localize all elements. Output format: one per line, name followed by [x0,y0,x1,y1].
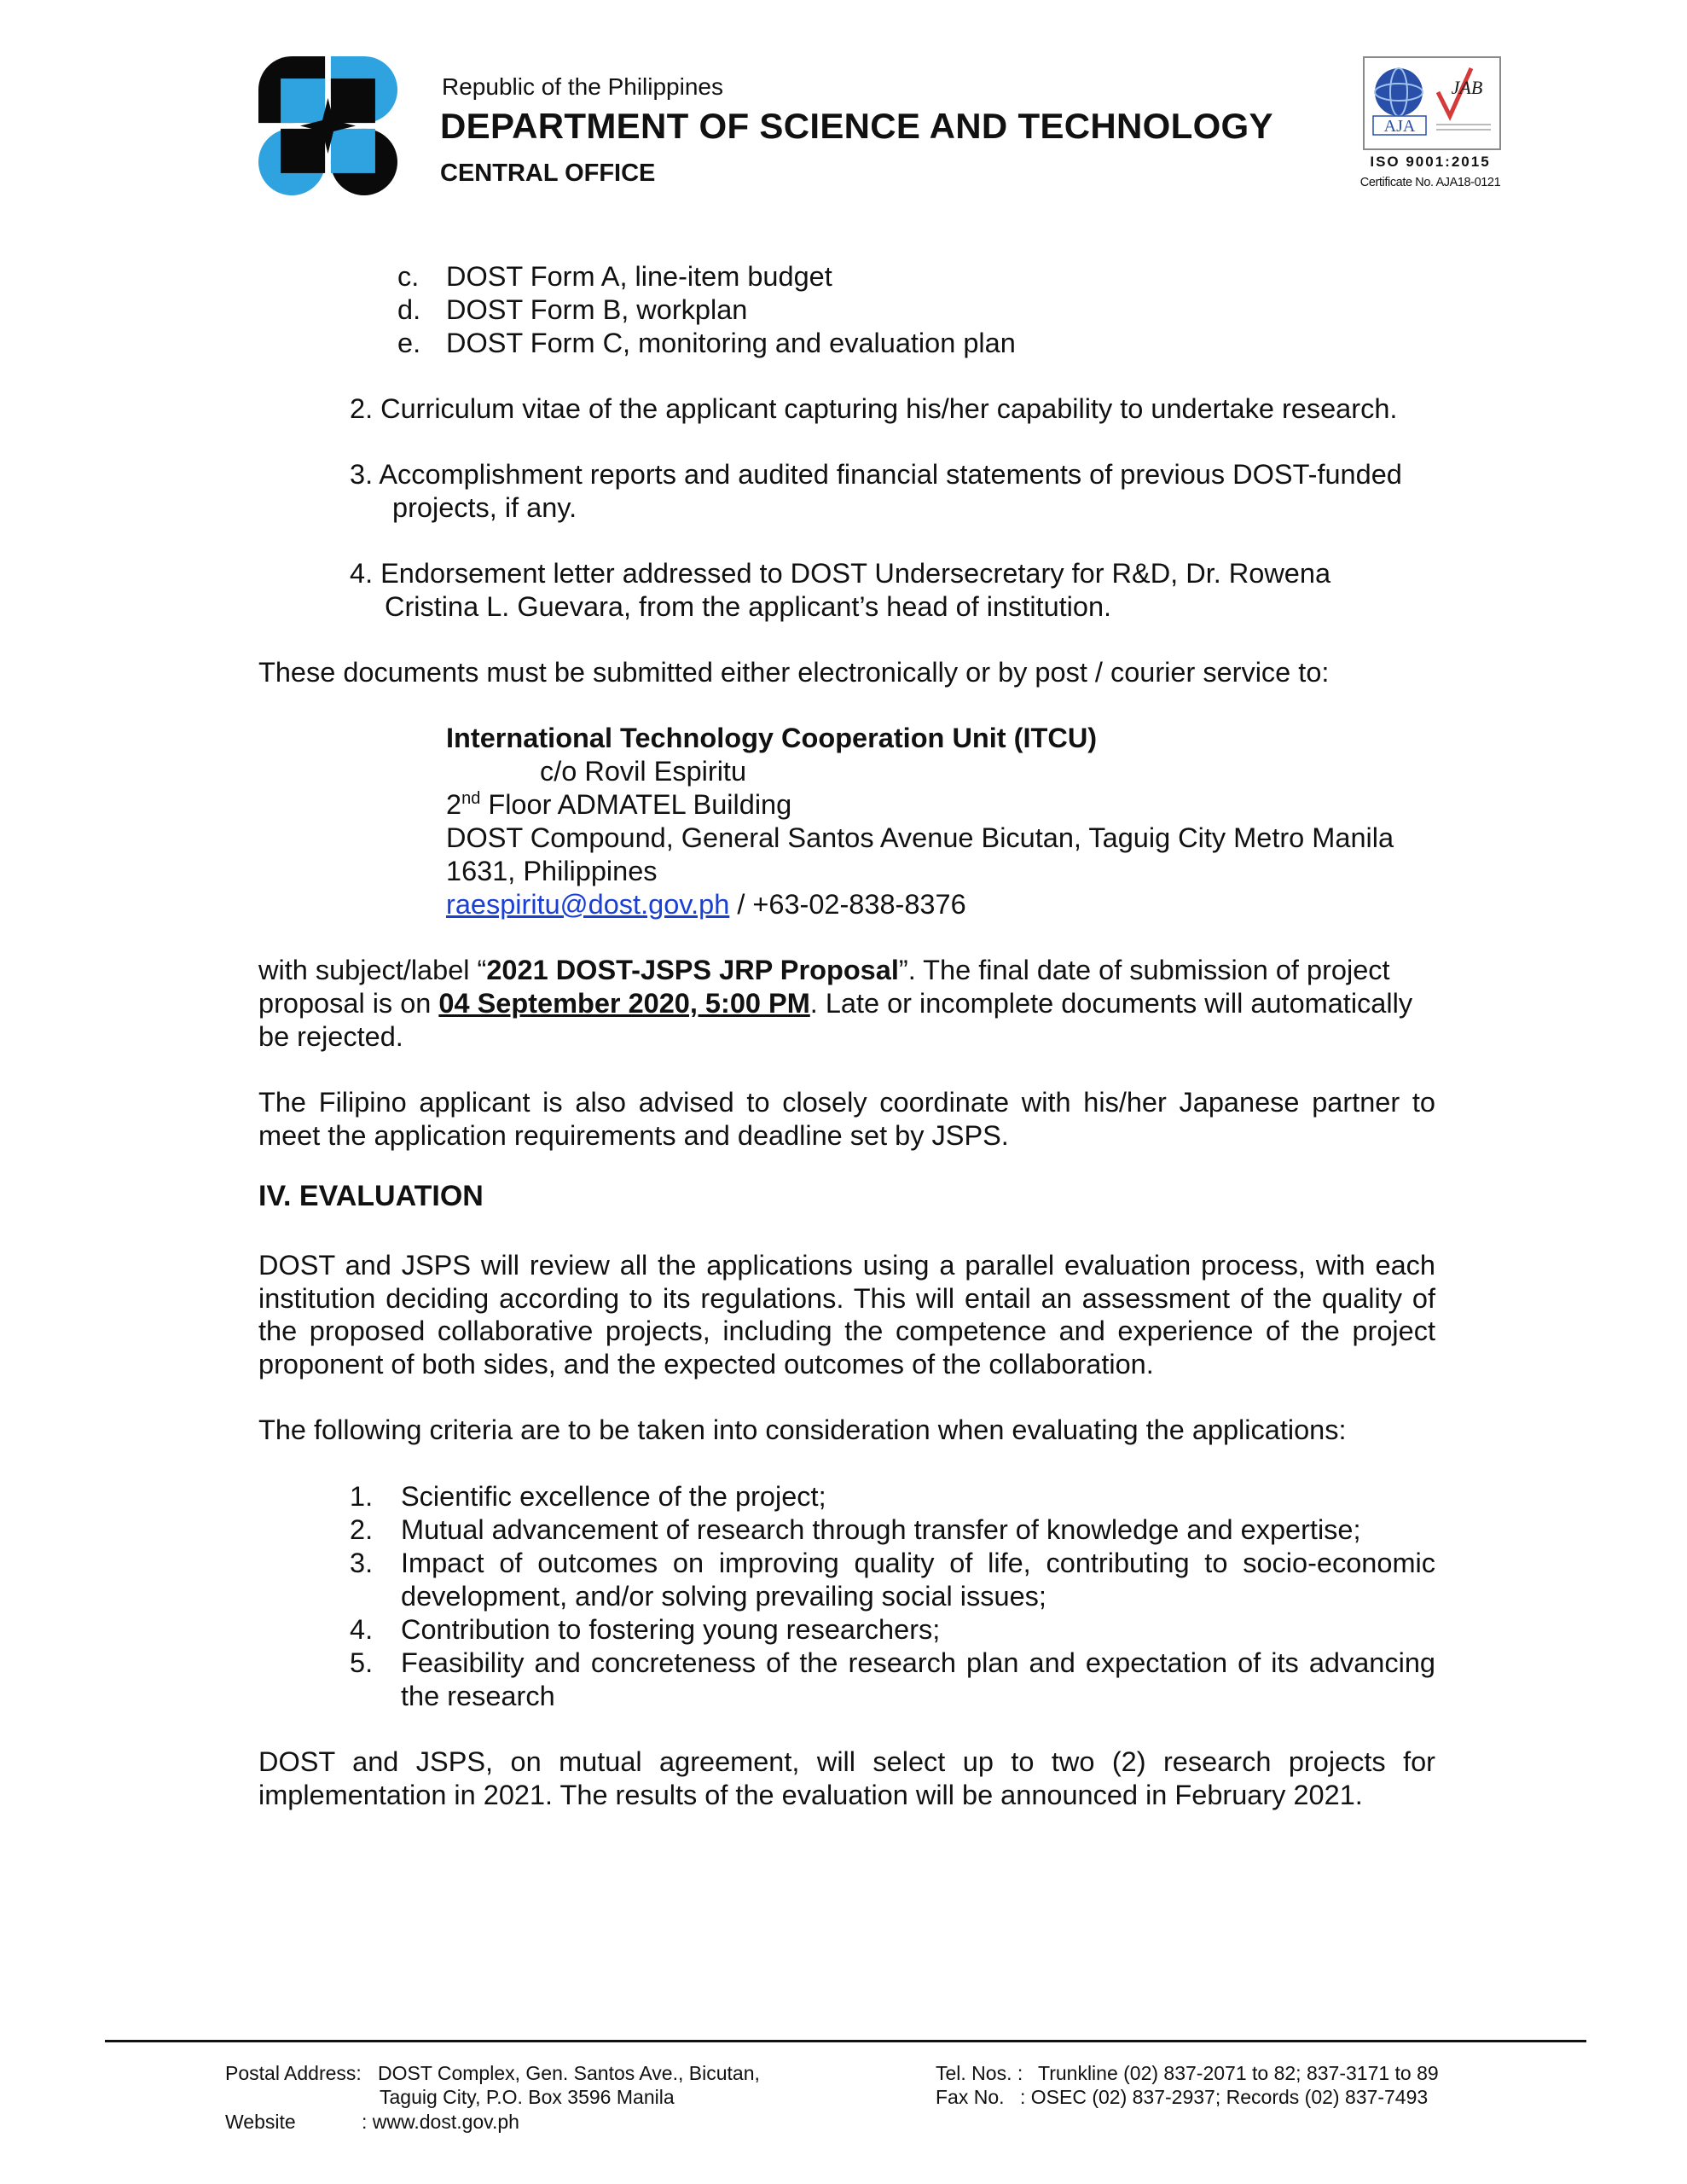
footer-fax: : OSEC (02) 837-2937; Records (02) 837-7493 [1020,2086,1429,2108]
evaluation-paragraph: DOST and JSPS will review all the applications using a parallel evaluation process, with each institution deciding according to its regulations. This will entail an assessment of the quality of the proposed collaborative projects, including the competence and experience of the project proponent of both sides, and the expected outcomes of the collaboration. [258,1250,1435,1380]
footer-tel: Trunkline (02) 837-2071 to 82; 837-3171 to 89 [1038,2062,1439,2084]
subject-line-2 [258,987,1412,1020]
criteria-number: 5. [350,1647,374,1678]
floor-suffix: nd [461,789,481,809]
jab-mark: JAB [1451,77,1483,98]
footer-postal-line-2: Taguig City, P.O. Box 3596 Manila [380,2086,675,2108]
address-care-of: c/o Rovil Espiritu [540,756,747,787]
list-marker: d. [397,294,421,325]
floor-building: Floor ADMATEL Building [480,789,792,820]
certification-badge [1363,56,1501,150]
iso-certification-icon [1365,58,1499,148]
list-item [397,260,419,293]
subject-prefix: with subject/label “ [258,955,487,985]
republic-text: Republic of the Philippines [442,73,723,100]
address-compound: DOST Compound, General Santos Avenue Bicutan, Taguig City Metro Manila [446,822,1394,853]
footer-website-label: Website [225,2111,296,2133]
address-unit: International Technology Cooperation Unit (ITCU) [446,723,1098,753]
criteria-text: Contribution to fostering young researchers; [401,1614,941,1645]
criteria-number: 3. [350,1548,374,1578]
criteria-text: Feasibility and concreteness of the research plan and expectation of its advancing the research [401,1647,1435,1711]
aja-mark: AJA [1383,117,1416,136]
subject-label: 2021 DOST-JSPS JRP Proposal [486,955,899,985]
dost-logo [258,56,397,195]
list-marker: e. [397,328,421,358]
email-link[interactable]: raespiritu@dost.gov.ph [446,889,730,920]
requirement-cv: 2. Curriculum vitae of the applicant capturing his/her capability to undertake research. [350,393,1398,424]
subject-suffix: ”. The final date of submission of project [898,955,1390,985]
submission-intro: These documents must be submitted either electronically or by post / courier service to: [258,657,1330,688]
footer-fax-label: Fax No. [936,2086,1005,2108]
requirement-reports-cont: projects, if any. [392,492,577,523]
list-item-text: DOST Form A, line-item budget [446,261,832,292]
criteria-number: 1. [350,1481,374,1512]
criteria-intro: The following criteria are to be taken into consideration when evaluating the applications: [258,1414,1347,1445]
list-item [397,293,420,327]
deadline-date: 04 September 2020, 5:00 PM [438,988,810,1019]
criteria-text: Impact of outcomes on improving quality of life, contributing to socio-economic development, and/or solving prevailing social issues; [401,1548,1435,1612]
deadline-prefix: proposal is on [258,988,439,1019]
filipino-applicant-paragraph: The Filipino applicant is also advised to closely coordinate with his/her Japanese partner to meet the application requirements and deadline set by JSPS. [258,1087,1435,1151]
footer-tel-label: Tel. Nos. : [936,2062,1023,2084]
list-item-text: DOST Form B, workplan [446,294,748,325]
subject-line-3: be rejected. [258,1021,403,1052]
footer-website: : www.dost.gov.ph [362,2111,519,2133]
address-contact [446,888,966,921]
requirement-endorsement-cont: Cristina L. Guevara, from the applicant’s head of institution. [385,591,1112,622]
floor-number: 2 [446,789,462,820]
subject-line-1 [258,954,1390,987]
final-paragraph: DOST and JSPS, on mutual agreement, will select up to two (2) research projects for implementation in 2021. The results of the evaluation will be announced in February 2021. [258,1746,1435,1810]
section-title: IV. EVALUATION [258,1180,484,1212]
department-title: DEPARTMENT OF SCIENCE AND TECHNOLOGY [440,106,1273,146]
address-zip: 1631, Philippines [446,856,658,886]
list-item-text: DOST Form C, monitoring and evaluation plan [446,328,1016,358]
phone-number: / +63-02-838-8376 [729,889,966,920]
deadline-suffix: . Late or incomplete documents will automatically [809,988,1413,1019]
criteria-number: 2. [350,1514,374,1545]
requirement-reports: 3. Accomplishment reports and audited financial statements of previous DOST-funded [350,459,1402,490]
office-name: CENTRAL OFFICE [440,160,656,187]
criteria-number: 4. [350,1614,374,1645]
iso-label: ISO 9001:2015 [1370,154,1491,170]
dost-logo-icon [258,56,397,195]
certificate-number: Certificate No. AJA18-0121 [1359,176,1501,189]
requirement-endorsement: 4. Endorsement letter addressed to DOST Undersecretary for R&D, Dr. Rowena [350,558,1331,589]
footer-postal-label: Postal Address: [225,2062,362,2084]
criteria-text: Scientific excellence of the project; [401,1481,826,1512]
address-floor [446,788,791,822]
list-marker: c. [397,261,420,292]
criteria-text: Mutual advancement of research through transfer of knowledge and expertise; [401,1514,1361,1545]
footer-divider [105,2040,1586,2042]
list-item [397,327,420,360]
footer-postal-line-1: DOST Complex, Gen. Santos Ave., Bicutan, [378,2062,760,2084]
